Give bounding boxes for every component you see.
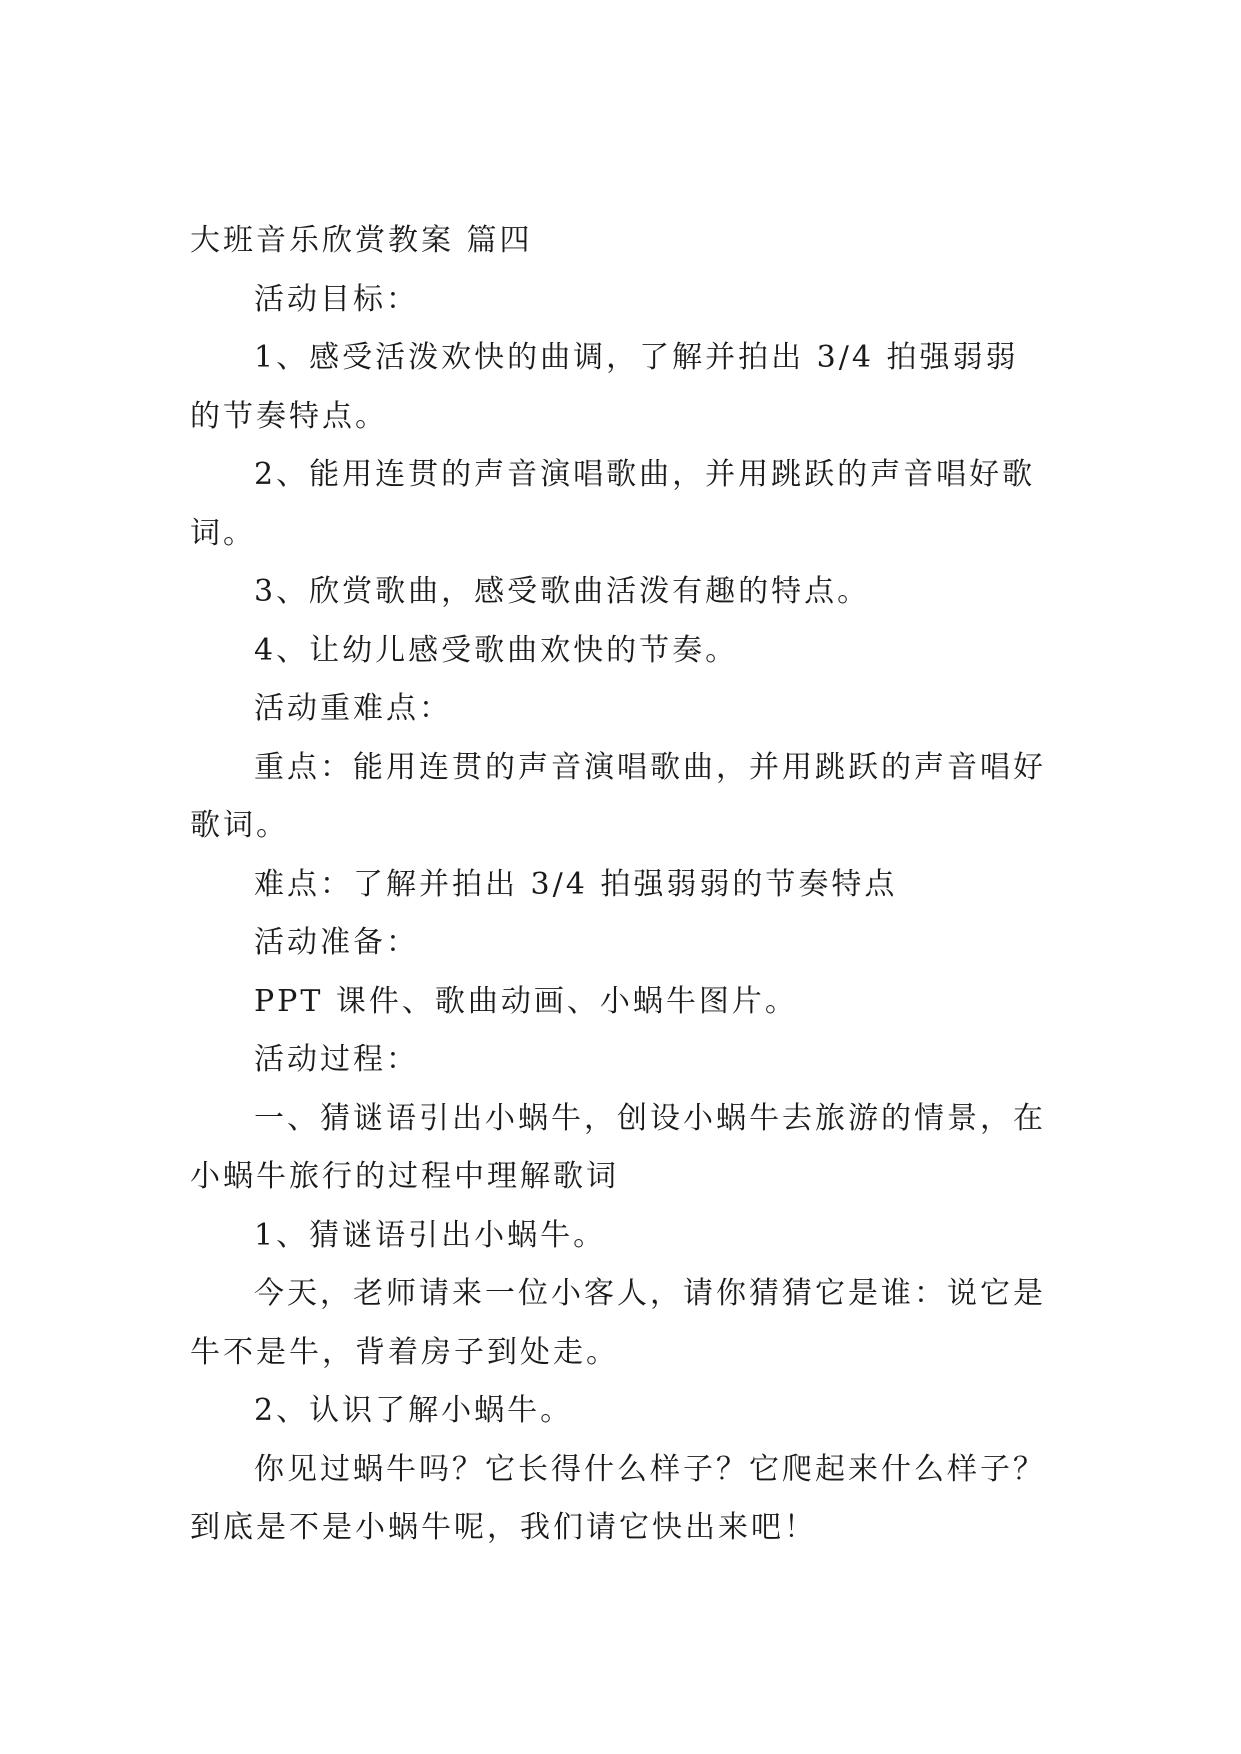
paragraph-preparation: PPT 课件、歌曲动画、小蜗牛图片。 [254,983,798,1019]
paragraph-goal-3: 3、欣赏歌曲，感受歌曲活泼有趣的特点。 [254,574,871,609]
paragraph-difficult-point: 难点：了解并拍出 3/4 拍强弱弱的节奏特点 [254,866,898,902]
paragraph-goal-4: 4、让幼儿感受歌曲欢快的节奏。 [254,632,739,668]
paragraph-key-points-heading: 活动重难点： [254,691,452,726]
paragraph-know-snail: 2、认识了解小蜗牛。 [254,1393,574,1428]
paragraph-goal-1: 1、感受活泼欢快的曲调，了解并拍出 3/4 拍强弱弱的节奏特点。 [190,340,1019,434]
paragraph-key-point: 重点：能用连贯的声音演唱歌曲，并用跳跃的声音唱好歌词。 [190,749,1046,843]
paragraph-process-heading: 活动过程： [254,1042,419,1077]
document-title: 大班音乐欣赏教案 篇四 [190,223,533,258]
paragraph-goal-2: 2、能用连贯的声音演唱歌曲，并用跳跃的声音唱好歌词。 [190,457,1036,551]
paragraph-riddle-intro: 1、猜谜语引出小蜗牛。 [254,1217,607,1253]
paragraph-questions: 你见过蜗牛吗？它长得什么样子？它爬起来什么样子？到底是不是小蜗牛呢，我们请它快出来吧！ [190,1451,1046,1545]
paragraph-process-step-1: 一、猜谜语引出小蜗牛，创设小蜗牛去旅游的情景，在小蜗牛旅行的过程中理解歌词 [190,1100,1046,1194]
document-body [190,212,1050,1558]
paragraph-riddle: 今天，老师请来一位小客人，请你猜猜它是谁：说它是牛不是牛，背着房子到处走。 [190,1276,1046,1370]
paragraph-preparation-heading: 活动准备： [254,925,419,960]
paragraph-activity-goals-heading: 活动目标： [254,281,419,317]
